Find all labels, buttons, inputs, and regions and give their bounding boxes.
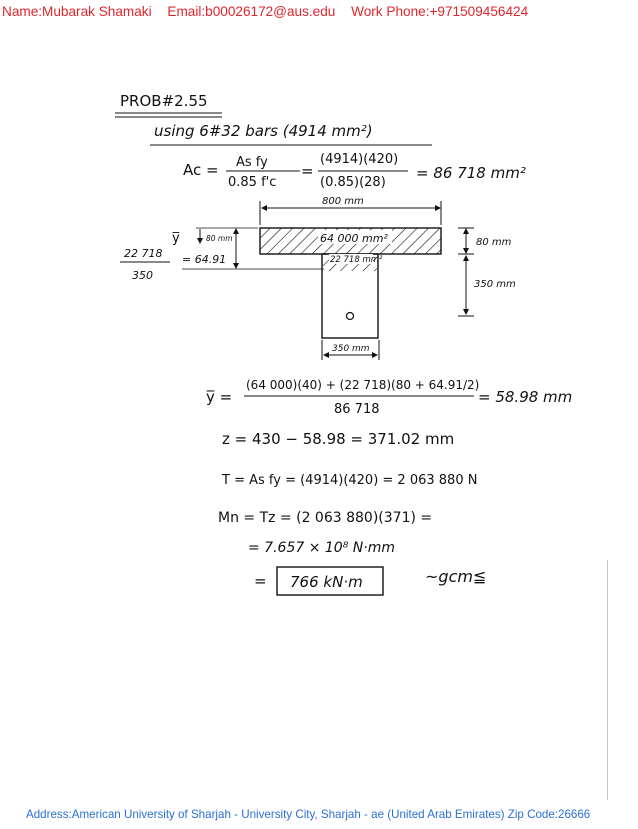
ybar-denominator: 86 718	[334, 402, 380, 417]
dim-80-right: 80 mm	[476, 237, 512, 248]
boxed-answer: 766 kN·m	[290, 573, 363, 591]
dim-350-bottom: 350 mm	[332, 344, 370, 354]
mn-equation: Mn = Tz = (2 063 880)(371) =	[218, 510, 433, 526]
ac-lhs: Ac =	[183, 161, 219, 179]
ybar-lhs: y̅ =	[206, 388, 233, 406]
web-area-label: 22 718 mm²	[330, 255, 383, 265]
mn-final-equals: =	[254, 572, 267, 590]
ac-numerator-values: (4914)(420)	[320, 152, 399, 167]
ac-equals: =	[301, 162, 314, 180]
author-name: Name:Mubarak Shamaki	[2, 4, 152, 19]
fraction-denominator: 350	[132, 269, 153, 282]
author-email: Email:b00026172@aus.edu	[167, 4, 336, 19]
z-equation: z = 430 − 58.98 = 371.02 mm	[222, 430, 455, 448]
dim-6491: = 64.91	[182, 253, 227, 266]
signature: ~gcm≦	[425, 567, 487, 586]
using-bars: using 6#32 bars (4914 mm²)	[154, 122, 373, 140]
ybar-numerator: (64 000)(40) + (22 718)(80 + 64.91/2)	[246, 378, 480, 392]
author-address: Address:American University of Sharjah - University City, Sharjah - ae (United Arab Emirates) Zip Code:26666	[26, 808, 591, 821]
page-footer	[26, 808, 638, 821]
dim-350-right: 350 mm	[474, 279, 516, 290]
ac-numerator: As fy	[236, 155, 268, 170]
dim-80-left: 80 mm	[206, 234, 233, 243]
page-edge	[607, 560, 608, 800]
ac-result: = 86 718 mm²	[416, 164, 526, 182]
mn-equation-2: = 7.657 × 10⁸ N·mm	[248, 540, 395, 556]
ybar-result: = 58.98 mm	[478, 388, 573, 406]
ybar-symbol: y̅	[172, 231, 180, 246]
fraction-numerator: 22 718	[124, 247, 163, 260]
ac-denominator: 0.85 f'c	[228, 175, 277, 190]
rebar-symbol	[347, 313, 354, 320]
flange-area-label: 64 000 mm²	[320, 232, 388, 245]
problem-title: PROB#2.55	[120, 92, 208, 110]
dim-800-label: 800 mm	[322, 196, 364, 207]
ac-denominator-values: (0.85)(28)	[320, 175, 386, 190]
author-phone: Work Phone:+971509456424	[351, 4, 529, 19]
t-equation: T = As fy = (4914)(420) = 2 063 880 N	[222, 473, 478, 488]
